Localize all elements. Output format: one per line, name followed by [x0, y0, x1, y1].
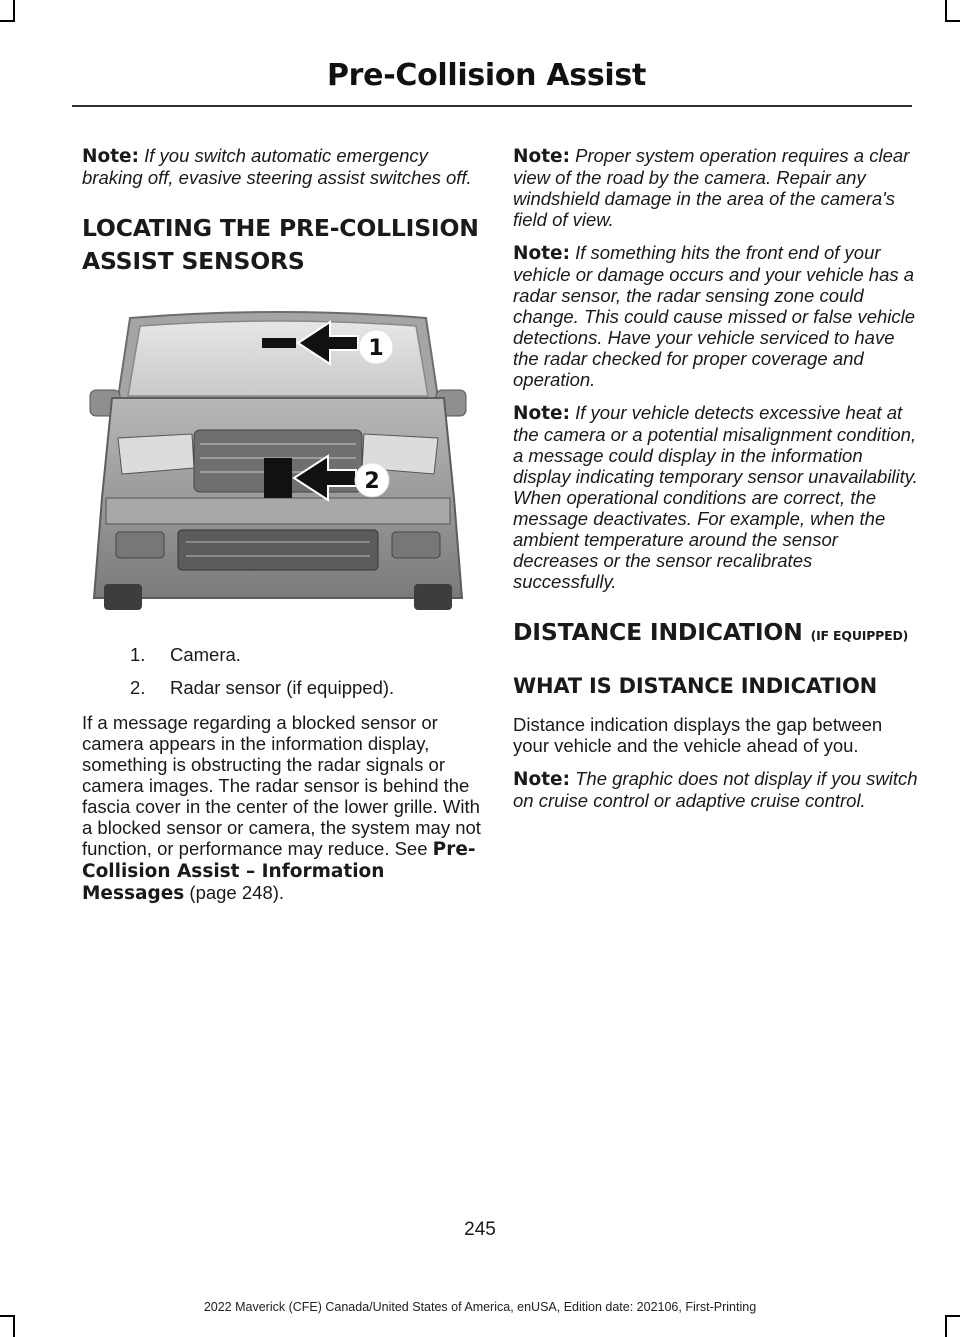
- cross-reference-link[interactable]: Pre-Collision Assist – Information Messages: [82, 839, 476, 904]
- note-text: The graphic does not display if you switch on cruise control or adaptive cruise control.: [513, 768, 918, 811]
- left-fog-light: [116, 532, 164, 558]
- note-label: Note:: [513, 243, 570, 264]
- radar-marker: [264, 458, 292, 498]
- list-item: [82, 644, 487, 665]
- note-text: If you switch automatic emergency braking off, evasive steering assist switches off.: [82, 145, 472, 188]
- edition-footer: 2022 Maverick (CFE) Canada/United States of America, enUSA, Edition date: 202106, First-Printing: [203, 1300, 757, 1314]
- crop-mark: [13, 0, 15, 22]
- note-text: If your vehicle detects excessive heat at the camera or a potential misalignment condition, a message could display in the information display indicating temporary sensor unavailability. When operational conditions are correct, the message deactivates. For example, when the ambient temperature around the sensor decreases or the sensor recalibrates successfully.: [513, 402, 918, 592]
- page-reference: (page 248).: [189, 882, 285, 903]
- header-divider: [72, 105, 912, 107]
- crop-mark: [0, 20, 15, 22]
- right-tire: [414, 584, 452, 610]
- note-text: If something hits the front end of your vehicle or damage occurs and your vehicle has a radar sensor, the radar sensing zone could change. This could cause missed or false vehicle detections. Have your vehicle serviced to have the radar checked for proper coverage and operation.: [513, 242, 916, 390]
- crop-mark: [945, 20, 960, 22]
- lower-grille: [178, 530, 378, 570]
- list-item-text: Camera.: [170, 644, 241, 665]
- note-excessive-heat: [513, 402, 918, 592]
- note-label: Note:: [513, 146, 570, 167]
- crop-mark: [0, 1315, 15, 1317]
- crop-mark: [945, 1315, 960, 1317]
- note-camera-view: [513, 145, 918, 230]
- vehicle-sensor-figure: [82, 298, 474, 616]
- heading-suffix: (IF EQUIPPED): [810, 628, 909, 643]
- crop-mark: [945, 0, 947, 22]
- list-item-number: 2.: [130, 677, 146, 698]
- section-heading-distance-indication: [513, 616, 918, 652]
- sensor-list: [82, 644, 487, 698]
- note-label: Note:: [513, 403, 570, 424]
- callout-1: 1: [368, 336, 384, 361]
- distance-indication-paragraph: Distance indication displays the gap between your vehicle and the vehicle ahead of you.: [513, 714, 883, 756]
- note-label: Note:: [513, 769, 570, 790]
- left-tire: [104, 584, 142, 610]
- left-column: [82, 145, 487, 916]
- subheading-what-is-distance-indication: WHAT IS DISTANCE INDICATION: [513, 674, 878, 698]
- note-text: Proper system operation requires a clear view of the road by the camera. Repair any windshield damage in the area of the camera's field of view.: [513, 145, 910, 230]
- right-column: [513, 145, 918, 823]
- blocked-sensor-paragraph: [82, 712, 487, 904]
- right-fog-light: [392, 532, 440, 558]
- crop-mark: [13, 1315, 15, 1337]
- truck-front-illustration: [82, 298, 474, 616]
- page-number: 245: [464, 1219, 496, 1240]
- list-item-text: Radar sensor (if equipped).: [170, 677, 395, 698]
- camera-marker: [262, 338, 296, 348]
- front-bumper: [106, 498, 450, 524]
- callout-2: 2: [364, 469, 380, 494]
- note-cruise-control: [513, 768, 918, 811]
- list-item-number: 1.: [130, 644, 146, 665]
- list-item: [82, 677, 487, 698]
- page-title: Pre-Collision Assist: [326, 58, 646, 93]
- note-automatic-braking: [82, 145, 487, 188]
- section-heading-locating-sensors: LOCATING THE PRE-COLLISION ASSIST SENSORS: [82, 214, 479, 275]
- left-headlight: [118, 434, 194, 474]
- note-radar-damage: [513, 242, 918, 390]
- paragraph-text: If a message regarding a blocked sensor or camera appears in the information display, something is obstructing the radar signals or camera images. The radar sensor is behind the fascia cover in the center of the lower grille. With a blocked sensor or camera, the system may not function, or performance may reduce. See: [82, 712, 481, 859]
- heading-main: DISTANCE INDICATION: [513, 618, 803, 646]
- crop-mark: [945, 1315, 947, 1337]
- note-label: Note:: [82, 146, 139, 167]
